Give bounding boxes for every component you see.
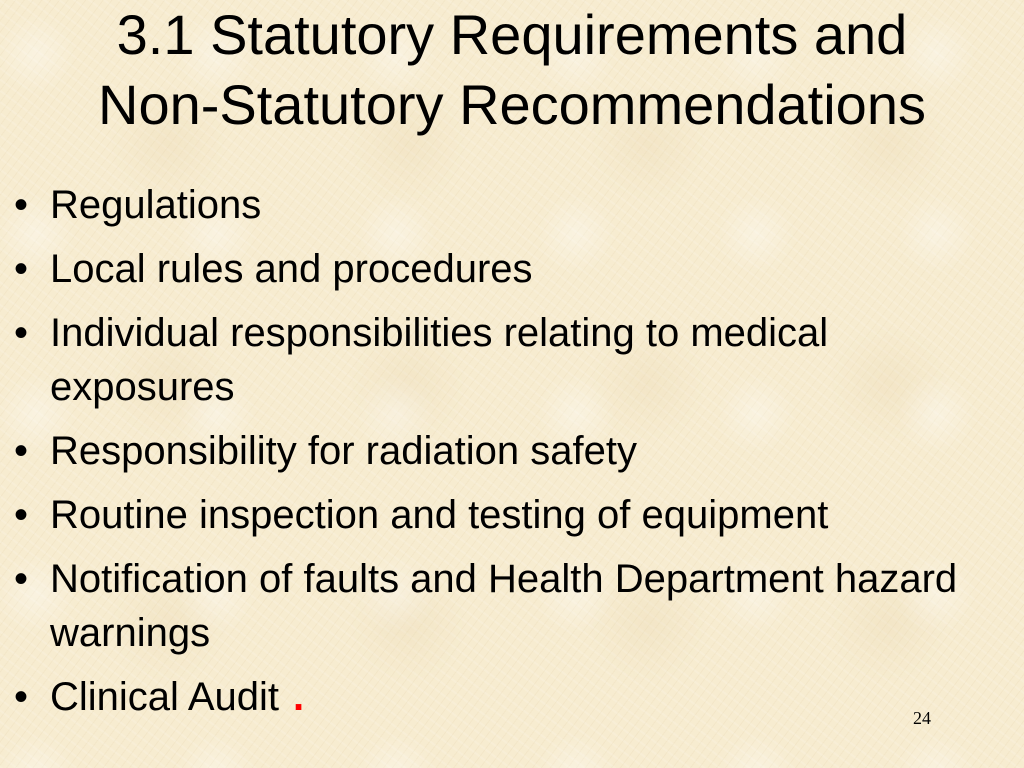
bullet-text: Responsibility for radiation safety	[50, 429, 637, 473]
bullet-icon: •	[14, 557, 29, 601]
bullet-item-routine-inspection	[14, 488, 974, 542]
bullet-item-radiation-safety	[14, 424, 974, 478]
bullet-icon: •	[14, 493, 29, 537]
bullet-text: Clinical Audit	[50, 675, 280, 719]
bullet-icon: •	[14, 311, 29, 355]
bullet-text: Local rules and procedures	[50, 247, 533, 291]
bullet-icon: •	[14, 247, 29, 291]
bullet-text: Individual responsibilities relating to medical exposures	[50, 311, 829, 409]
bullet-icon: •	[14, 429, 29, 473]
bullet-icon: •	[14, 183, 29, 227]
bullet-item-individual-responsibilities	[14, 306, 974, 414]
bullet-item-regulations	[14, 178, 974, 232]
slide-title-line-2: Non-Statutory Recommendations	[98, 73, 926, 136]
slide-title	[0, 0, 1024, 140]
red-dot-marker: .	[293, 675, 305, 719]
page-number: 24	[913, 708, 931, 728]
bullet-item-clinical-audit	[14, 670, 974, 724]
slide-title-line-1: 3.1 Statutory Requirements and	[116, 3, 908, 66]
bullet-item-notification-of-faults	[14, 552, 974, 660]
bullet-text: Regulations	[50, 183, 262, 227]
bullet-text: Notification of faults and Health Department hazard warnings	[50, 557, 958, 655]
bullet-list	[14, 178, 974, 734]
bullet-icon: •	[14, 675, 29, 719]
bullet-text: Routine inspection and testing of equipment	[50, 493, 829, 537]
bullet-item-local-rules	[14, 242, 974, 296]
